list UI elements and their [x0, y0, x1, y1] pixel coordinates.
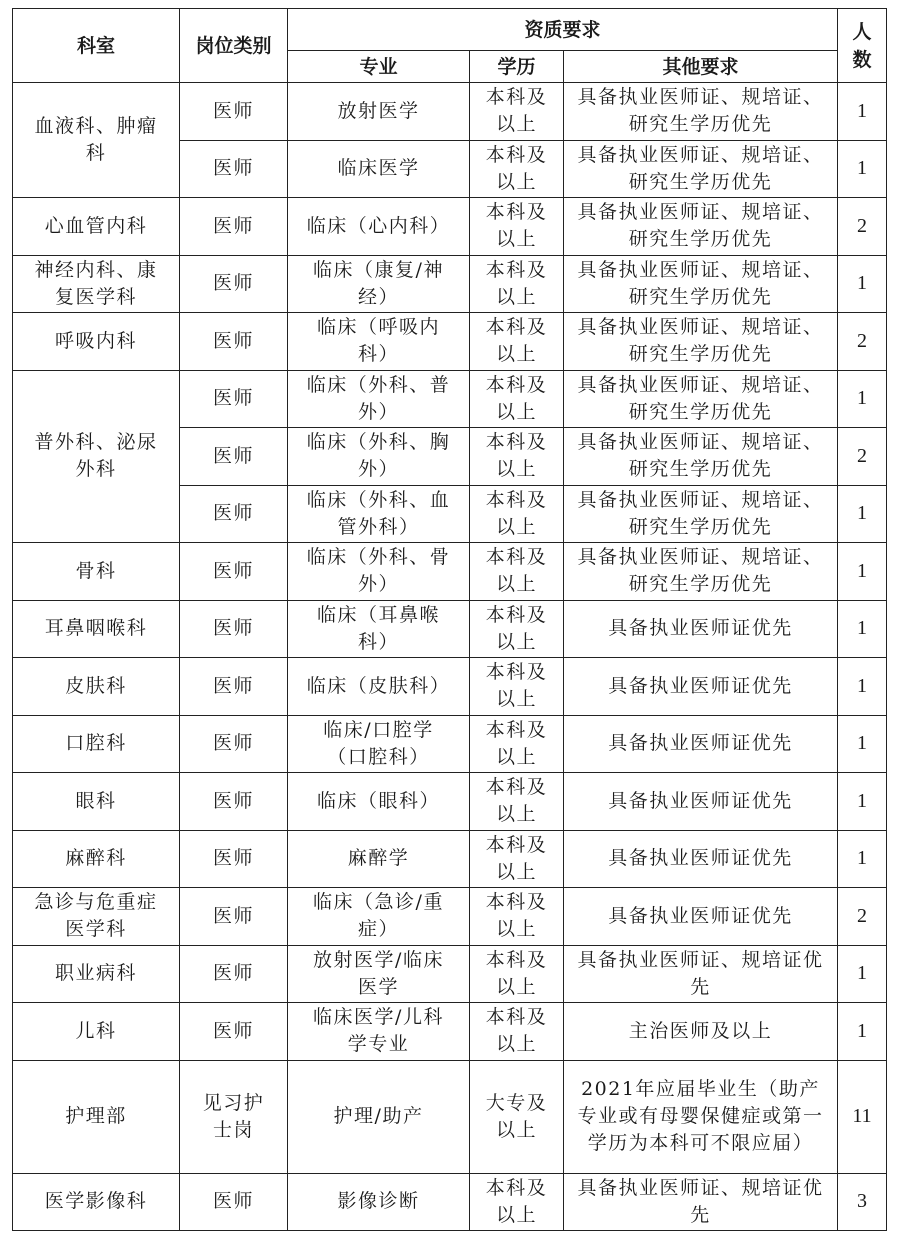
dept-name: 普外科、泌尿外科: [34, 431, 158, 481]
post-type-cell: [180, 1060, 288, 1173]
dept-name: 耳鼻咽喉科: [44, 617, 148, 640]
major: 麻醉学: [347, 847, 410, 870]
dept-cell: [13, 370, 180, 543]
table-row: [13, 830, 887, 888]
other-requirements: 具备执业医师证优先: [608, 732, 793, 755]
post-type: 医师: [212, 674, 254, 697]
dept-cell: [13, 945, 180, 1003]
count: 3: [857, 1190, 868, 1213]
other-requirements-cell: [564, 485, 838, 543]
education: 本科及以上: [485, 258, 548, 308]
education-cell: [470, 370, 564, 428]
header-row-1: [13, 9, 887, 51]
education: 本科及以上: [485, 833, 548, 883]
post-type: 医师: [212, 732, 254, 755]
recruitment-table-wrapper: [12, 8, 887, 1231]
post-type-cell: [180, 83, 288, 141]
education-cell: [470, 255, 564, 313]
table-row: [13, 600, 887, 658]
education-cell: [470, 485, 564, 543]
dept-name: 职业病科: [54, 962, 137, 985]
other-requirements-cell: [564, 1173, 838, 1231]
post-type-cell: [180, 140, 288, 198]
table-body: [13, 9, 887, 1231]
post-type-cell: [180, 658, 288, 716]
other-requirements-cell: [564, 888, 838, 946]
education-cell: [470, 83, 564, 141]
count: 1: [857, 502, 868, 525]
count: 1: [857, 559, 868, 582]
education-cell: [470, 715, 564, 773]
other-requirements: 2021年应届毕业生（助产专业或有母婴保健症或第一学历为本科可不限应届）: [577, 1078, 824, 1154]
major: 临床医学/儿科学专业: [313, 1006, 444, 1056]
count-cell: [838, 313, 887, 371]
post-type-cell: [180, 600, 288, 658]
major: 临床（皮肤科）: [306, 674, 451, 697]
other-requirements-cell: [564, 773, 838, 831]
table-row: [13, 198, 887, 256]
dept-name: 心血管内科: [44, 214, 148, 237]
other-requirements: 具备执业医师证、规培证优先: [577, 948, 824, 998]
header-other: 其他要求: [564, 51, 838, 83]
education: 本科及以上: [485, 1006, 548, 1056]
major-cell: [288, 1173, 470, 1231]
count-cell: [838, 1003, 887, 1061]
major: 临床（康复/神经）: [313, 258, 444, 308]
other-requirements-cell: [564, 600, 838, 658]
header-count: [838, 9, 887, 83]
post-type: 医师: [212, 847, 254, 870]
education: 本科及以上: [485, 1176, 548, 1226]
count-cell: [838, 140, 887, 198]
count-cell: [838, 83, 887, 141]
count-cell: [838, 1060, 887, 1173]
post-type: 医师: [212, 1190, 254, 1213]
count-cell: [838, 370, 887, 428]
major-cell: [288, 370, 470, 428]
other-requirements: 具备执业医师证、规培证、研究生学历优先: [577, 201, 824, 251]
major: 临床（呼吸内科）: [316, 316, 440, 366]
count-cell: [838, 658, 887, 716]
dept-cell: [13, 1060, 180, 1173]
major: 临床（眼科）: [316, 789, 440, 812]
major: 临床（心内科）: [306, 214, 451, 237]
dept-name: 护理部: [65, 1105, 127, 1127]
major: 影像诊断: [337, 1190, 420, 1213]
count-cell: [838, 830, 887, 888]
other-requirements-cell: [564, 1003, 838, 1061]
post-type: 医师: [212, 1019, 254, 1042]
major-cell: [288, 255, 470, 313]
dept-cell: [13, 313, 180, 371]
count-cell: [838, 1173, 887, 1231]
post-type: 医师: [212, 789, 254, 812]
major-cell: [288, 888, 470, 946]
count: 1: [857, 99, 868, 122]
post-type-cell: [180, 773, 288, 831]
table-row: [13, 773, 887, 831]
dept-cell: [13, 773, 180, 831]
recruitment-table: [12, 8, 887, 1231]
other-requirements-cell: [564, 715, 838, 773]
major-cell: [288, 543, 470, 601]
education-cell: [470, 658, 564, 716]
count: 1: [857, 962, 868, 985]
post-type: 医师: [212, 329, 254, 352]
other-requirements: 具备执业医师证、规培证优先: [577, 1176, 824, 1226]
education-cell: [470, 313, 564, 371]
education-cell: [470, 1173, 564, 1231]
post-type-cell: [180, 1003, 288, 1061]
major-cell: [288, 140, 470, 198]
table-row: [13, 1060, 887, 1173]
major: 临床（外科、血管外科）: [306, 488, 451, 538]
major-cell: [288, 830, 470, 888]
post-type-cell: [180, 485, 288, 543]
count: 1: [857, 272, 868, 295]
major: 临床（外科、胸外）: [306, 431, 451, 481]
dept-name: 骨科: [75, 559, 117, 582]
count: 1: [857, 789, 868, 812]
header-count-text: 人数: [852, 20, 872, 71]
count: 11: [852, 1105, 872, 1127]
education: 本科及以上: [485, 546, 548, 596]
other-requirements-cell: [564, 255, 838, 313]
table-row: [13, 888, 887, 946]
major-cell: [288, 945, 470, 1003]
major-cell: [288, 715, 470, 773]
education-cell: [470, 1003, 564, 1061]
major: 临床医学: [337, 157, 420, 180]
education-cell: [470, 600, 564, 658]
header-post-type: 岗位类别: [180, 9, 288, 83]
other-requirements: 具备执业医师证、规培证、研究生学历优先: [577, 373, 824, 423]
education-cell: [470, 888, 564, 946]
other-requirements: 具备执业医师证、规培证、研究生学历优先: [577, 546, 824, 596]
other-requirements: 具备执业医师证、规培证、研究生学历优先: [577, 488, 824, 538]
other-requirements-cell: [564, 428, 838, 486]
post-type: 见习护士岗: [202, 1091, 265, 1141]
dept-name: 口腔科: [65, 732, 127, 755]
post-type: 医师: [212, 502, 254, 525]
count-cell: [838, 255, 887, 313]
dept-cell: [13, 83, 180, 198]
other-requirements-cell: [564, 370, 838, 428]
dept-name: 皮肤科: [65, 674, 127, 697]
education: 本科及以上: [485, 776, 548, 826]
count-cell: [838, 773, 887, 831]
education-cell: [470, 198, 564, 256]
dept-cell: [13, 255, 180, 313]
other-requirements-cell: [564, 830, 838, 888]
post-type: 医师: [212, 617, 254, 640]
other-requirements: 具备执业医师证、规培证、研究生学历优先: [577, 86, 824, 136]
education-cell: [470, 428, 564, 486]
count: 1: [857, 617, 868, 640]
dept-cell: [13, 543, 180, 601]
count: 2: [857, 214, 868, 237]
dept-cell: [13, 715, 180, 773]
header-major: 专业: [288, 51, 470, 83]
major: 放射医学/临床医学: [313, 948, 444, 998]
major-cell: [288, 1060, 470, 1173]
dept-cell: [13, 1173, 180, 1231]
count-cell: [838, 600, 887, 658]
table-row: [13, 313, 887, 371]
count: 1: [857, 847, 868, 870]
education-cell: [470, 543, 564, 601]
major-cell: [288, 600, 470, 658]
other-requirements: 具备执业医师证、规培证、研究生学历优先: [577, 316, 824, 366]
other-requirements-cell: [564, 313, 838, 371]
post-type: 医师: [212, 444, 254, 467]
post-type: 医师: [212, 387, 254, 410]
education: 大专及以上: [485, 1091, 548, 1141]
education-cell: [470, 945, 564, 1003]
dept-name: 医学影像科: [44, 1190, 148, 1213]
education-cell: [470, 140, 564, 198]
major: 临床（外科、普外）: [306, 373, 451, 423]
table-row: [13, 1003, 887, 1061]
major-cell: [288, 1003, 470, 1061]
count-cell: [838, 715, 887, 773]
count: 1: [857, 732, 868, 755]
major-cell: [288, 83, 470, 141]
count-cell: [838, 428, 887, 486]
other-requirements: 具备执业医师证优先: [608, 789, 793, 812]
table-row: [13, 1173, 887, 1231]
major-cell: [288, 485, 470, 543]
header-dept: 科室: [13, 9, 180, 83]
table-row: [13, 715, 887, 773]
count-cell: [838, 543, 887, 601]
post-type-cell: [180, 715, 288, 773]
major: 临床（外科、骨外）: [306, 546, 451, 596]
post-type-cell: [180, 888, 288, 946]
post-type: 医师: [212, 904, 254, 927]
other-requirements: 具备执业医师证、规培证、研究生学历优先: [577, 258, 824, 308]
other-requirements-cell: [564, 83, 838, 141]
other-requirements: 具备执业医师证、规培证、研究生学历优先: [577, 431, 824, 481]
other-requirements: 具备执业医师证优先: [608, 674, 793, 697]
count: 1: [857, 157, 868, 180]
dept-name: 血液科、肿瘤科: [34, 115, 158, 164]
dept-cell: [13, 830, 180, 888]
post-type: 医师: [212, 272, 254, 295]
major: 护理/助产: [333, 1105, 424, 1127]
table-row: [13, 945, 887, 1003]
dept-cell: [13, 1003, 180, 1061]
dept-cell: [13, 658, 180, 716]
dept-name: 呼吸内科: [54, 329, 137, 352]
post-type-cell: [180, 945, 288, 1003]
post-type-cell: [180, 255, 288, 313]
dept-cell: [13, 600, 180, 658]
major: 临床（耳鼻喉科）: [316, 603, 440, 653]
major-cell: [288, 313, 470, 371]
dept-cell: [13, 198, 180, 256]
education: 本科及以上: [485, 718, 548, 768]
post-type: 医师: [212, 559, 254, 582]
count-cell: [838, 945, 887, 1003]
other-requirements: 具备执业医师证优先: [608, 904, 793, 927]
major: 放射医学: [337, 99, 420, 122]
education: 本科及以上: [485, 373, 548, 423]
post-type-cell: [180, 198, 288, 256]
education: 本科及以上: [485, 86, 548, 136]
education: 本科及以上: [485, 488, 548, 538]
post-type: 医师: [212, 157, 254, 180]
count: 2: [857, 904, 868, 927]
post-type-cell: [180, 313, 288, 371]
post-type-cell: [180, 428, 288, 486]
post-type-cell: [180, 830, 288, 888]
count: 1: [857, 674, 868, 697]
table-row: [13, 83, 887, 141]
major-cell: [288, 658, 470, 716]
education: 本科及以上: [485, 891, 548, 941]
table-row: [13, 543, 887, 601]
major-cell: [288, 428, 470, 486]
count-cell: [838, 198, 887, 256]
major: 临床/口腔学（口腔科）: [323, 718, 434, 768]
other-requirements-cell: [564, 198, 838, 256]
dept-name: 麻醉科: [65, 847, 127, 870]
dept-name: 急诊与危重症医学科: [34, 891, 158, 941]
education: 本科及以上: [485, 431, 548, 481]
post-type-cell: [180, 370, 288, 428]
post-type-cell: [180, 543, 288, 601]
count-cell: [838, 485, 887, 543]
education: 本科及以上: [485, 603, 548, 653]
other-requirements-cell: [564, 140, 838, 198]
education: 本科及以上: [485, 316, 548, 366]
education: 本科及以上: [485, 201, 548, 251]
table-row: [13, 658, 887, 716]
other-requirements: 具备执业医师证优先: [608, 617, 793, 640]
post-type: 医师: [212, 214, 254, 237]
table-row: [13, 255, 887, 313]
table-row: [13, 370, 887, 428]
major: 临床（急诊/重症）: [313, 891, 444, 941]
other-requirements-cell: [564, 945, 838, 1003]
major-cell: [288, 198, 470, 256]
post-type: 医师: [212, 99, 254, 122]
education: 本科及以上: [485, 143, 548, 193]
other-requirements-cell: [564, 1060, 838, 1173]
dept-name: 眼科: [75, 789, 117, 812]
other-requirements-cell: [564, 658, 838, 716]
count: 1: [857, 1019, 868, 1042]
other-requirements: 主治医师及以上: [628, 1019, 773, 1042]
dept-cell: [13, 888, 180, 946]
education: 本科及以上: [485, 948, 548, 998]
education: 本科及以上: [485, 661, 548, 711]
other-requirements-cell: [564, 543, 838, 601]
dept-name: 神经内科、康复医学科: [34, 258, 158, 308]
education-cell: [470, 830, 564, 888]
count: 1: [857, 387, 868, 410]
count: 2: [857, 329, 868, 352]
post-type: 医师: [212, 962, 254, 985]
header-qualification: 资质要求: [288, 9, 838, 51]
education-cell: [470, 1060, 564, 1173]
count: 2: [857, 444, 868, 467]
other-requirements: 具备执业医师证、规培证、研究生学历优先: [577, 143, 824, 193]
count-cell: [838, 888, 887, 946]
post-type-cell: [180, 1173, 288, 1231]
dept-name: 儿科: [75, 1019, 117, 1042]
education-cell: [470, 773, 564, 831]
other-requirements: 具备执业医师证优先: [608, 847, 793, 870]
header-education: 学历: [470, 51, 564, 83]
major-cell: [288, 773, 470, 831]
